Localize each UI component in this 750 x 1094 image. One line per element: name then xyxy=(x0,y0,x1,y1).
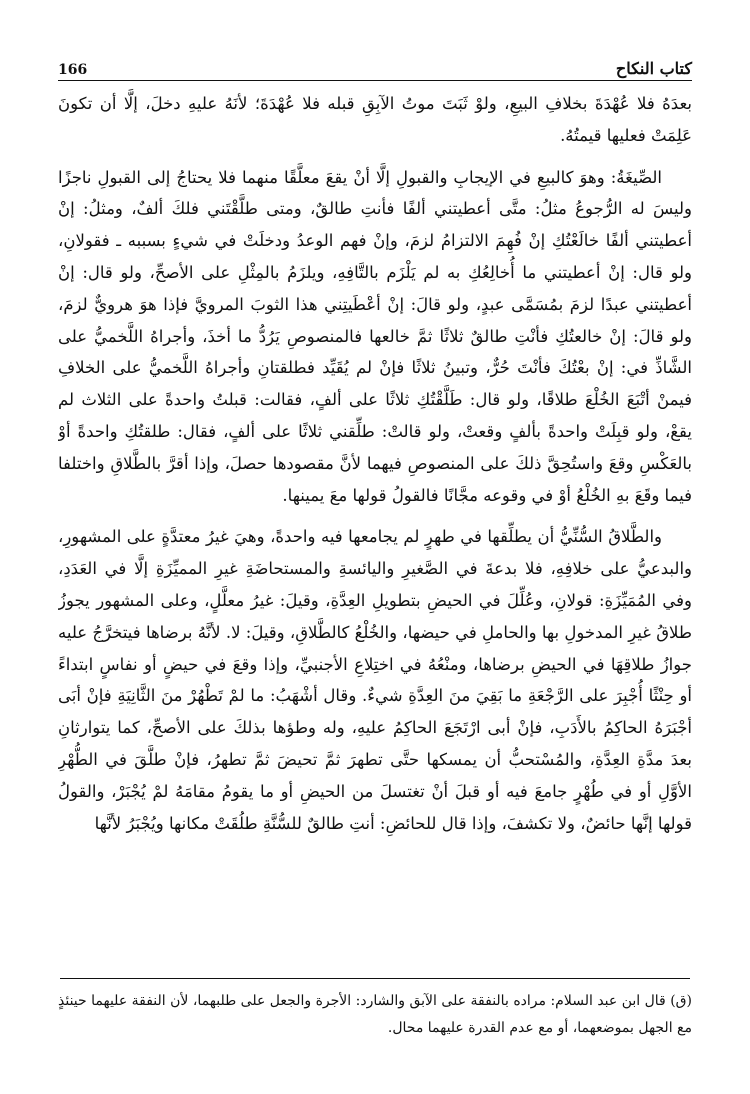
paragraph: والطَّلاقُ السُّنِّيُّ أن يطلِّقها في طهرٍ لم يجامعها فيه واحدةً، وهيَ غيرُ معتدَّةٍ على المشهورِ، والبدعيُّ على خلافِهِ، فلا بدعةَ في الصَّغيرِ واليائسةِ والمستحاضَةِ غيرِ المميِّزَةِ إلَّا في العَدَدِ، وفي المُمَيِّزَةِ: قولانِ، وعُلِّلَ في الحيضِ بتطويلِ العِدَّةِ، وقيلَ: غيرُ معلَّلٍ، وعلى المشهور يجوزُ طلاقُ غيرِ المدخولِ بها والحاملِ في حيضها، والخُلْعُ كالطَّلاقِ، وقيلَ: لا. لأنَّهُ برضاها فيتخرَّجُ عليه جوازُ طلاقِهَا في الحيضِ برضاها، ومنْعُهُ في اختِلاعِ الأجنبيِّ، وإذا وقعَ في حيضٍ أو نفاسٍ ابتداءً أو حِنْثًا أُجْبِرَ على الرَّجْعَةِ ما بَقِيَ منَ العِدَّةِ شيءٌ. وقال أشْهَبُ: ما لمْ تَطْهُرْ منَ الثَّانِيَةِ فإنْ أبَى أجْبَرَهُ الحاكِمُ بالأَدَبِ، فإنْ أبى ارْتَجَعَ الحاكِمُ عليهِ، وله وطؤها بذلكَ على الأصحِّ، كما يتوارثانِ بعدَ مدَّةِ العِدَّةِ، والمُسْتحبُّ أن يمسكها حتَّى تطهرَ ثمَّ تحيضَ ثمَّ تطهرُ، فإنْ طلَّقَ في الطُّهْرِ الأوَّلِ أو في طُهْرٍ جامعَ فيه أو قبلَ أنْ تغتسلَ من الحيضِ أو ما يقومُ مقامَهُ لمْ يُجْبَرْ، والقولُ قولها إنَّها حائضٌ، ولا تكشفَ، وإذا قال للحائضِ: أنتِ طالقٌ للسُّنَّةِ طلُقَتْ مكانها ويُجْبَرُ لأنَّها xyxy=(58,527,692,833)
header-rule xyxy=(58,80,692,81)
book-title: كتاب النكاح xyxy=(615,59,692,78)
paragraph: بعدَهُ فلا عُهْدَةَ بخلافِ البيعِ، ولوْ ثَبَتَ موتُ الآبِقِ قبله فلا عُهْدَةَ؛ لأنَهُ عليهِ دخلَ، إلَّا أن تكونَ عَلِمَتْ فعليها قيمتُهُ. xyxy=(58,94,692,145)
paragraph: الصِّيغَةُ: وهوَ كالبيعِ في الإيجابِ والقبولِ إلَّا أنْ يقعَ معلَّقًا منهما فلا يحتاجُ إلى القبولِ ناجزًا وليسَ له الرُّجوعُ مثلُ: متَّى أعطيتني ألفًا فأنتِ طالقٌ، ومتى طلَّقْتَني فلكَ ألفٌ، ومثلُ: إنْ أعطيتني ألفًا خالَعْتُكِ إنْ فُهِمَ الالتزامُ لزمَ، وإنْ فهم الوعدُ ودخلَتْ في شيءٍ بسببه ـ فقولانِ، ولو قال: إنْ أعطيتني ما أُخالِعُكِ به لم يَلْزَم بالتَّافِهِ، ويلزَمُ بالمِثْلِ على الأصحِّ، ولو قال: إنْ أعطيتني عبدًا لزمَ بمُسَمَّى عبدٍ، ولو قالَ: إنْ أعْطَيتِني هذا الثوبَ المرويَّ فإذا هوَ هرويٌّ لزمَ، ولو قالَ: إنْ خالعتُكِ فأنْتِ طالقٌ ثلاثًا ثمَّ خالعها فالمنصوصِ يَرُدُّ ما أخذَ، وأجراهُ اللَّخميُّ على الشَّاذِّ في: إنْ بعْتُكَ فأنْتَ حُرٌّ، وتبينُ ثلاثًا فإنْ لم يُقَيِّد فطلقتانِ وأجراهُ اللَّخميُّ على الخلافِ فيمنْ أتْبَعَ الخُلْعَ طلاقًا، ولو قال: طَلَّقْتُكِ ثلاثًا على ألفٍ، فقالت: قبلتُ واحدةً على الثلاث لم يقعْ، ولو قبِلَتْ واحدةً بألفٍ وقعتْ، ولو قالتْ: طلِّقني ثلاثًا على ألفٍ، فقال: طلقتُكِ واحدةً أوْ بالعَكْسِ وقعَ واستُحِقَّ ذلكَ على المنصوصِ فيهما لأنَّ مقصودها حصلَ، وإذا أقرَّ بالطَّلاقِ واختلفا فيما وقَعَ بهِ الخُلْعُ أوْ في وقوعه مجَّانًا فالقولُ قولها معَ يمينها. xyxy=(58,167,692,505)
footnotes xyxy=(58,988,692,1064)
running-header xyxy=(58,52,692,78)
main-text xyxy=(58,88,692,948)
footnote: (ق) قال ابن عبد السلام: مراده بالنفقة على الآبق والشارد: الأجرة والجعل على طلبهما، لأن النفقة عليهما حينئذٍ مع الجهل بموضعهما، أو مع عدم القدرة عليهما محال. xyxy=(58,993,692,1036)
page-number: 166 xyxy=(58,62,88,78)
footnote-separator xyxy=(60,978,690,979)
